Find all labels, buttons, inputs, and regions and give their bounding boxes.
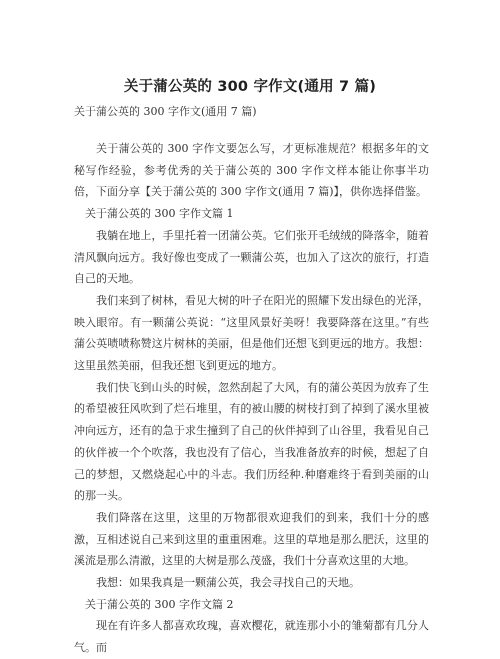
document-subtitle: 关于蒲公英的 300 字作文(通用 7 篇) (74, 105, 257, 118)
body-paragraph: 我们降落在这里，这里的万物都很欢迎我们的到来，我们十分的感激，互相述说自己来到这里的重重困难。这里的草地是那么肥沃，这里的溪流是那么清澈，这里的大树是那么茂盛，我们十分喜欢这里的大地。 (74, 510, 429, 568)
body-paragraph: 我想：如果我真是一颗蒲公英，我会寻找自己的天地。 (96, 576, 360, 590)
section-heading-2: 关于蒲公英的 300 字作文篇 2 (85, 597, 234, 611)
section-heading-1: 关于蒲公英的 300 字作文篇 1 (85, 207, 234, 221)
body-paragraph: 现在有许多人都喜欢玫瑰，喜欢樱花，就连那小小的雏菊都有几分人气。而 (74, 619, 429, 655)
body-paragraph: 我躺在地上，手里托着一团蒲公英。它们张开毛绒绒的降落伞，随着清风飘向远方。我好像也变成了一颗蒲公英，也加入了这次的旅行，打造自己的天地。 (74, 228, 429, 286)
document-title: 关于蒲公英的 300 字作文(通用 7 篇) (123, 79, 377, 95)
intro-paragraph: 关于蒲公英的 300 字作文要怎么写，才更标准规范？根据多年的文秘写作经验，参考优秀的关于蒲公英的 300 字作文样本能让你事半功倍，下面分享【关于蒲公英的 300 字作文(通用 7 篇)】，供你选择借鉴。 (74, 142, 429, 199)
body-paragraph: 我们来到了树林，看见大树的叶子在阳光的照耀下发出绿色的光泽，映入眼帘。有一颗蒲公英说：“这里风景好美呀！我要降落在这里。”有些蒲公英啧啧称赞这片树林的美丽，但是他们还想飞到更远的地方。我想：这里虽然美丽，但我还想飞到更远的地方。 (74, 293, 429, 373)
body-paragraph: 我们快飞到山头的时候，忽然刮起了大风，有的蒲公英因为放弃了生的希望被狂风吹到了烂石堆里，有的被山腰的树枝打到了掉到了溪水里被冲向远方，还有的急于求生撞到了自己的伙伴掉到了山谷里，我看见自己的伙伴被一个个吹落，我也没有了信心，当我准备放弃的时候，想起了自己的梦想，又燃烧起心中的斗志。我们历经种.种磨难终于看到美丽的山的那一头。 (74, 380, 429, 503)
document-body (74, 138, 429, 659)
